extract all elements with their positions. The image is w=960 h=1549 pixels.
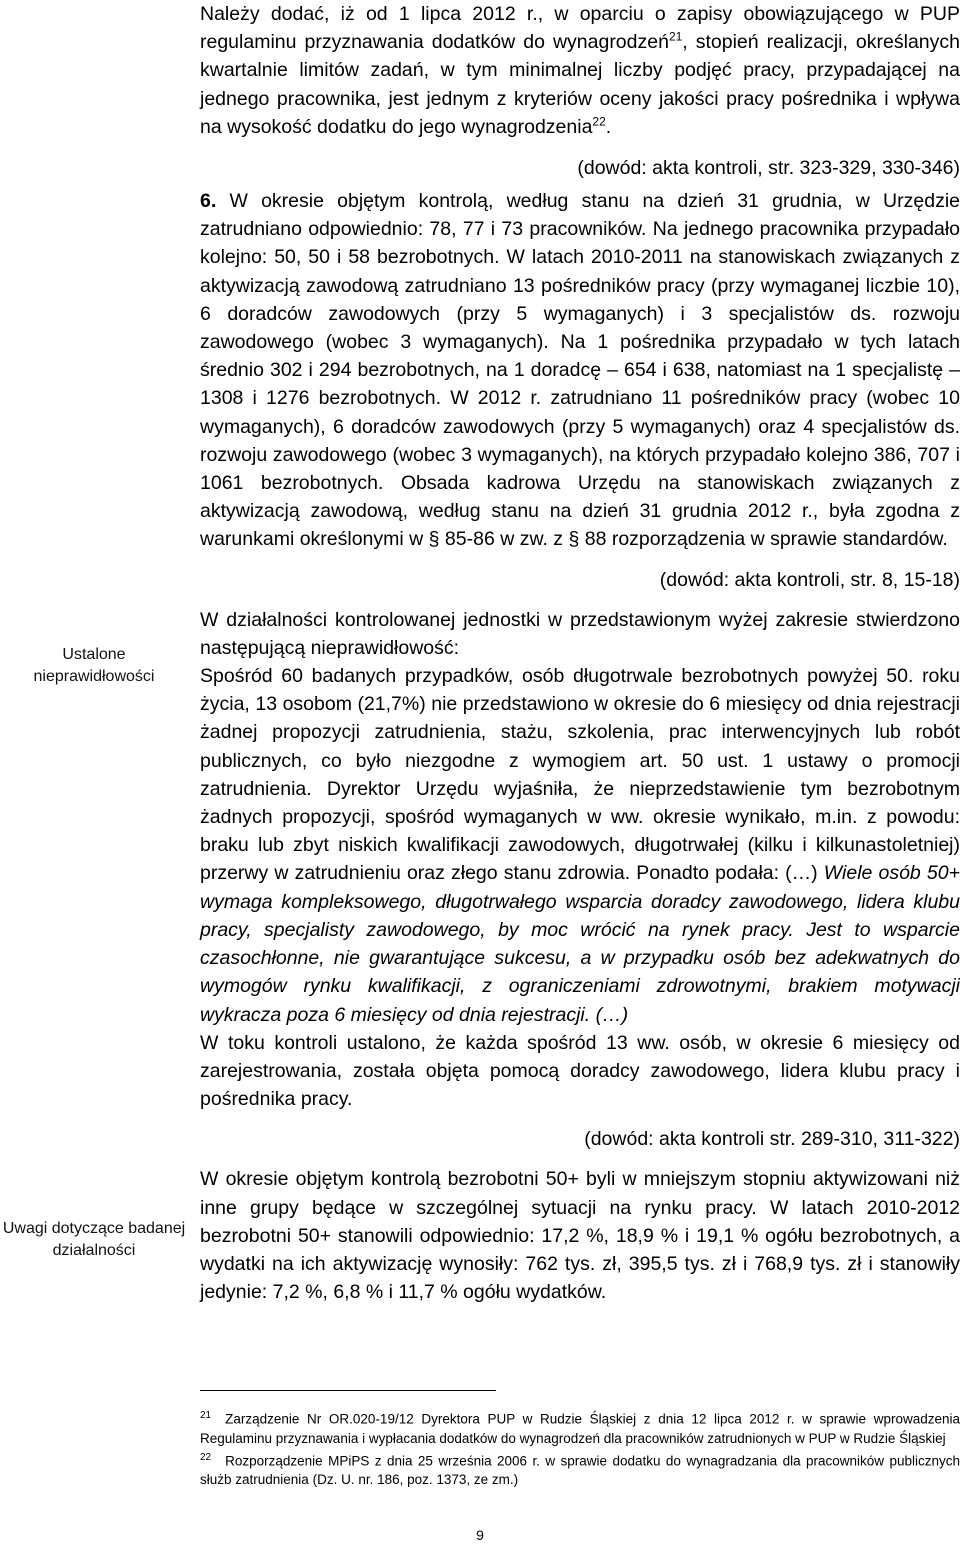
paragraph-staffing (200, 187, 960, 554)
footnote-ref-21[interactable]: 21 (668, 29, 683, 44)
margin-label-findings: Ustalone nieprawidłowości (33, 646, 155, 685)
paragraph-text: Należy dodać, iż od 1 lipca 2012 r., w oparciu o zapisy obowiązującego w PUP regulaminu przyznawania dodatków do wynagrodzeń (200, 3, 960, 54)
paragraph-irregularity-details (200, 662, 960, 1029)
evidence-reference: (dowód: akta kontroli, str. 8, 15-18) (659, 568, 960, 591)
paragraph-text: Spośród 60 badanych przypadków, osób długotrwale bezrobotnych powyżej 50. roku życia, 13 osobom (21,7%) nie przedstawiono w okresie do 6 miesięcy od dnia rejestracji żadnej propozycji zatrudnienia, stażu, szkolenia, prac interwencyjnych lub robót publicznych, co było niezgodne z wymogiem art. 50 ust. 1 ustawy o promocji zatrudnienia. Dyrektor Urzędu wyjaśniła, że nieprzedstawienie tym bezrobotnym żadnych propozycji, spośród wymaganych w ww. okresie wynikało, m.in. z powodu: braku lub zbyt niskich kwalifikacji zawodowych, długotrwałej (kilku i kilkunastoletniej) przerwy w zatrudnieniu oraz złego stanu zdrowia. Ponadto podała: (…) (200, 665, 960, 885)
paragraph-control-finding: W toku kontroli ustalono, że każda spośród 13 ww. osób, w okresie 6 miesięcy od zarejestrowania, została objęta pomocą doradcy zawodowego, lidera klubu pracy i pośrednika pracy. (200, 1031, 960, 1111)
section-number: 6. (200, 190, 217, 213)
footnote-separator (200, 1390, 496, 1391)
footnote-21 (200, 1406, 960, 1448)
document-body (200, 0, 960, 1306)
footnote-ref-22[interactable]: 22 (592, 114, 606, 129)
footnote-number: 21 (200, 1410, 212, 1421)
evidence-reference: (dowód: akta kontroli, str. 323-329, 330-346) (577, 157, 960, 180)
paragraph-remarks: W okresie objętym kontrolą bezrobotni 50+ byli w mniejszym stopniu aktywizowani niż inne grupy będące w szczególnej sytuacji na rynku pracy. W latach 2010-2012 bezrobotni 50+ stanowili odpowiednio: 17,2 %, 18,9 % i 19,1 % ogółu bezrobotnych, a wydatki na ich aktywizację wynosiły: 762 tys. zł, 395,5 tys. zł i 768,9 tys. zł i stanowiły jedynie: 7,2 %, 6,8 % i 11,7 % ogółu wydatków. (200, 1168, 960, 1304)
footnote-text: Rozporządzenie MPiPS z dnia 25 września 2006 r. w sprawie dodatku do wynagradzania dla pracowników publicznych służb zatrudnienia (Dz. U. nr. 186, poz. 1373, ze zm.) (200, 1453, 960, 1487)
paragraph-text: , stopień realizacji, określanych kwartalnie limitów zadań, w tym minimalnej liczby podjęć pracy, przypadającej na jednego pracownika, jest jednym z kryteriów oceny jakości pracy pośrednika i wpływa na wysokość dodatku do jego wynagrodzenia (200, 31, 960, 138)
margin-label-remarks: Uwagi dotyczące badanej działalności (2, 1220, 186, 1259)
page-number: 9 (476, 1527, 484, 1543)
paragraph-irregularity-intro: W działalności kontrolowanej jednostki w przedstawionym wyżej zakresie stwierdzono następującą nieprawidłowość: (200, 608, 960, 659)
footnote-number: 22 (200, 1451, 212, 1463)
quoted-explanation: Wiele osób 50+ wymaga kompleksowego, długotrwałego wsparcia doradcy zawodowego, lidera klubu pracy, specjalisty zawodowego, by moc wrócić na rynek pracy. Jest to wsparcie czasochłonne, nie gwarantujące sukcesu, a w przypadku osób bez adekwatnych do wymogów rynku kwalifikacji, z ograniczeniami zdrowotnymi, brakiem motywacji wykracza poza 6 miesięcy od dnia rejestracji. (…) (200, 862, 960, 1026)
paragraph-pup-regulation (200, 0, 960, 141)
evidence-reference: (dowód: akta kontroli str. 289-310, 311-322) (584, 1128, 960, 1151)
paragraph-text: . (605, 115, 612, 138)
footnote-22 (200, 1448, 960, 1490)
paragraph-text: W okresie objętym kontrolą, według stanu na dzień 31 grudnia, w Urzędzie zatrudniano odpowiednio: 78, 77 i 73 pracowników. Na jednego pracownika przypadało kolejno: 50, 50 i 58 bezrobotnych. W latach 2010-2011 na stanowiskach związanych z aktywizacją zawodową zatrudniano 13 pośredników pracy (przy wymaganej liczbie 10), 6 doradców zawodowych (przy 5 wymaganych) i 3 specjalistów ds. rozwoju zawodowego (wobec 3 wymaganych). Na 1 pośrednika przypadało w tych latach średnio 302 i 294 bezrobotnych, na 1 doradcę – 654 i 638, natomiast na 1 specjalistę – 1308 i 1276 bezrobotnych. W 2012 r. zatrudniano 11 pośredników pracy (wobec 10 wymaganych), 6 doradców zawodowych (przy 5 wymaganych) oraz 4 specjalistów ds. rozwoju zawodowego (wobec 3 wymaganych), na których przypadało kolejno 386, 707 i 1061 bezrobotnych. Obsada kadrowa Urzędu na stanowiskach związanych z aktywizacją zawodową, według stanu na dzień 31 grudnia 2012 r., była zgodna z warunkami określonymi w § 85-86 w zw. z § 88 rozporządzenia w sprawie standardów. (200, 190, 960, 551)
footnote-text: Zarządzenie Nr OR.020-19/12 Dyrektora PUP w Rudzie Śląskiej z dnia 12 lipca 2012 r. w sprawie wprowadzenia Regulaminu przyznawania i wypłacania dodatków do wynagrodzeń dla pracowników zatrudnionych w PUP w Rudzie Śląskiej (200, 1411, 960, 1446)
footnotes (200, 1406, 960, 1489)
